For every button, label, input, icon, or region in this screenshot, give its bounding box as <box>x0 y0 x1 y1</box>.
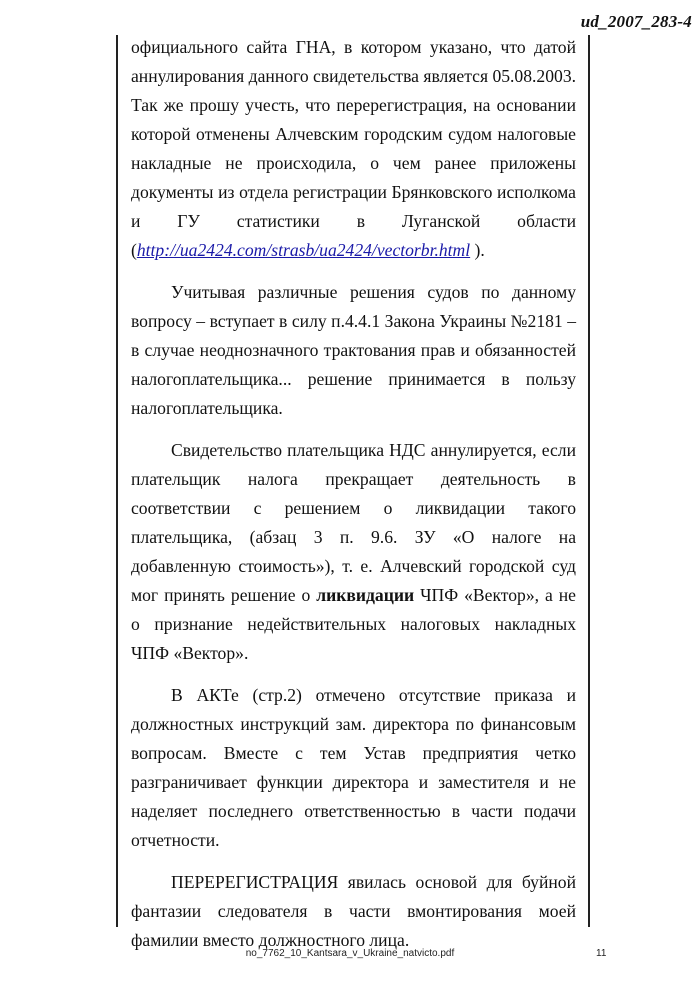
paragraph-2: Учитывая различные решения судов по данному вопросу – вступает в силу п.4.4.1 Закона Украины №2181 – в случае неоднозначного трактования прав и обязанностей налогоплательщика... решение принимается в пользу налогоплательщика. <box>131 282 576 418</box>
paragraph-3-tail: ЧПФ «Вектор», а не о признание недействительных налоговых накладных ЧПФ «Вектор». <box>131 585 576 663</box>
paragraph-1-text: официального сайта ГНА, в котором указано, что датой аннулирования данного свидетельства является 05.08.2003. Так же прошу учесть, что перерегистрация, на основании которой отменены Алчевским городским судом налоговые накладные не происходила, о чем ранее приложены документы из отдела регистрации Брянковского исполкома и ГУ статистики в Луганской области ( <box>131 37 577 260</box>
liquidation-bold-word: ликвидации <box>316 585 415 605</box>
page-body <box>131 33 576 955</box>
left-margin-rule <box>116 35 118 927</box>
footer-page-number: 11 <box>596 948 607 959</box>
paragraph-1 <box>131 33 576 265</box>
paragraph-5: ПЕРЕРЕГИСТРАЦИЯ явилась основой для буйной фантазии следователя в части вмонтирования моей фамилии вместо должностного лица. <box>131 872 576 950</box>
paragraph-1-tail: ). <box>470 240 485 260</box>
document-id: ud_2007_283-4 <box>580 12 692 31</box>
paragraph-4: В АКТе (стр.2) отмечено отсутствие приказа и должностных инструкций зам. директора по финансовым вопросам. Вместе с тем Устав предприятия четко разграничивает функции директора и заместителя и не наделяет последнего ответственностью в части подачи отчетности. <box>131 685 576 850</box>
vectorbr-link[interactable]: http://ua2424.com/strasb/ua2424/vectorbr.html <box>136 240 471 260</box>
right-margin-rule <box>588 35 590 927</box>
paragraph-3-text: Свидетельство плательщика НДС аннулируется, если плательщик налога прекращает деятельность в соответствии с решением о ликвидации такого плательщика, (абзац 3 п. 9.6. ЗУ «О налоге на добавленную стоимость»), т. е. Алчевский городской суд мог принять решение о <box>131 440 576 605</box>
paragraph-3 <box>131 436 576 668</box>
footer-filename: no_7762_10_Kantsara_v_Ukraine_natvicto.pdf <box>245 948 455 959</box>
